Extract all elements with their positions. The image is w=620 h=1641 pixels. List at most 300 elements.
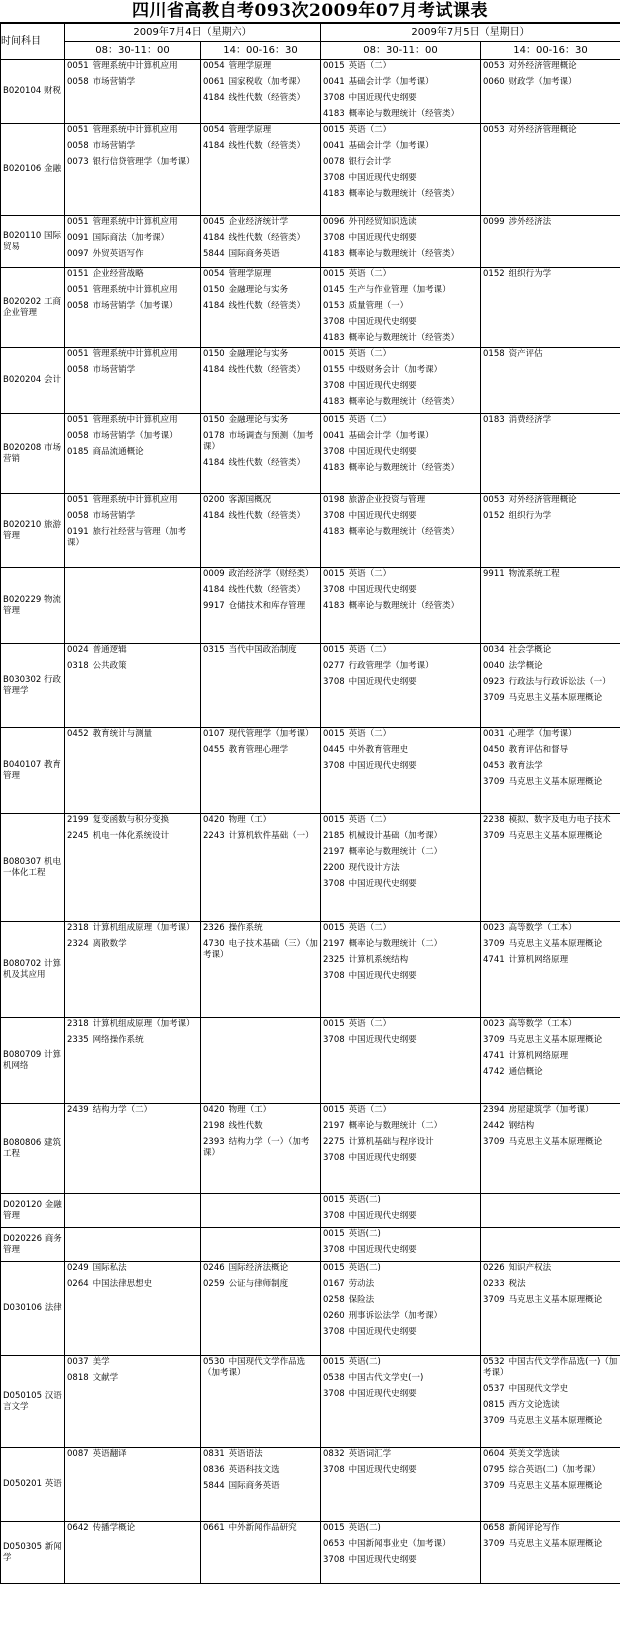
course-code: 0532 bbox=[483, 1357, 505, 1367]
course-name: 物流系统工程 bbox=[508, 569, 560, 579]
course-entry bbox=[67, 77, 198, 88]
major-row bbox=[1, 414, 620, 494]
course-code: 2245 bbox=[67, 831, 89, 841]
course-entry bbox=[203, 645, 318, 656]
time-slot: 08：30-11：00 bbox=[65, 42, 201, 60]
course-entry bbox=[483, 1400, 618, 1411]
course-code: 2335 bbox=[67, 1035, 89, 1045]
course-entry bbox=[203, 141, 318, 152]
major-label: B020204 会计 bbox=[1, 348, 65, 414]
course-entry bbox=[323, 365, 478, 376]
course-entry bbox=[323, 1373, 478, 1384]
course-name: 生产与作业管理（加考课） bbox=[348, 285, 451, 295]
course-name: 英语（二） bbox=[348, 61, 392, 71]
course-code: 0015 bbox=[323, 729, 345, 739]
course-name: 机电一体化系统设计 bbox=[92, 831, 170, 841]
course-entry bbox=[323, 173, 478, 184]
course-entry bbox=[323, 463, 478, 474]
course-entry bbox=[323, 939, 478, 950]
course-code: 0150 bbox=[203, 285, 225, 295]
course-code: 0155 bbox=[323, 365, 345, 375]
course-name: 线性代数（经管类） bbox=[228, 458, 306, 468]
major-row bbox=[1, 1018, 620, 1104]
major-label: B020229 物流管理 bbox=[1, 568, 65, 644]
major-row bbox=[1, 124, 620, 216]
major-row bbox=[1, 728, 620, 814]
course-name: 高等数学（工本） bbox=[508, 1019, 577, 1029]
major-label: D050305 新闻学 bbox=[1, 1522, 65, 1584]
course-code: 0450 bbox=[483, 745, 505, 755]
major-row bbox=[1, 922, 620, 1018]
course-entry bbox=[203, 301, 318, 312]
course-entry bbox=[323, 1137, 478, 1148]
course-name: 新闻评论写作 bbox=[508, 1523, 560, 1533]
major-label: B020210 旅游管理 bbox=[1, 494, 65, 568]
course-code: 3708 bbox=[323, 1327, 345, 1337]
course-entry bbox=[483, 1035, 618, 1046]
course-code: 0178 bbox=[203, 431, 225, 441]
time-slot: 14：00-16：30 bbox=[481, 42, 620, 60]
course-code: 0191 bbox=[67, 527, 89, 537]
course-code: 4742 bbox=[483, 1067, 505, 1077]
course-entry bbox=[203, 511, 318, 522]
course-entry bbox=[67, 729, 198, 740]
course-code: 0658 bbox=[483, 1523, 505, 1533]
course-entry bbox=[203, 939, 318, 961]
course-code: 0150 bbox=[203, 415, 225, 425]
course-code: 3708 bbox=[323, 585, 345, 595]
course-entry bbox=[323, 1539, 478, 1550]
course-name: 物理（工） bbox=[228, 815, 272, 825]
course-code: 9917 bbox=[203, 601, 225, 611]
course-name: 基础会计学（加考课） bbox=[348, 141, 434, 151]
course-code: 4183 bbox=[323, 397, 345, 407]
course-code: 0015 bbox=[323, 1195, 345, 1205]
course-name: 行政法与行政诉讼法（一） bbox=[508, 677, 611, 687]
course-name: 英语（二） bbox=[348, 1105, 392, 1115]
course-entry bbox=[323, 1263, 478, 1274]
exam-slot-cell bbox=[201, 1194, 321, 1228]
course-code: 0198 bbox=[323, 495, 345, 505]
course-code: 4183 bbox=[323, 527, 345, 537]
major-row bbox=[1, 644, 620, 728]
course-code: 0015 bbox=[323, 645, 345, 655]
course-entry bbox=[67, 527, 198, 549]
course-name: 马克思主义基本原理概论 bbox=[508, 1137, 603, 1147]
course-entry bbox=[67, 233, 198, 244]
course-name: 管理系统中计算机应用 bbox=[92, 125, 178, 135]
course-entry bbox=[483, 761, 618, 772]
course-entry bbox=[483, 815, 618, 826]
course-name: 公共政策 bbox=[92, 661, 127, 671]
course-name: 外贸英语写作 bbox=[92, 249, 144, 259]
course-entry bbox=[323, 661, 478, 672]
course-entry bbox=[67, 1523, 198, 1534]
exam-slot-cell bbox=[481, 1228, 620, 1262]
course-name: 对外经济管理概论 bbox=[508, 61, 577, 71]
major-label: D030106 法律 bbox=[1, 1262, 65, 1356]
course-name: 英语(二) bbox=[348, 1195, 381, 1205]
course-code: 0315 bbox=[203, 645, 225, 655]
course-code: 3709 bbox=[483, 1539, 505, 1549]
exam-slot-cell bbox=[321, 1448, 481, 1522]
course-name: 管理学原理 bbox=[228, 269, 272, 279]
course-entry bbox=[323, 847, 478, 858]
course-code: 0031 bbox=[483, 729, 505, 739]
course-name: 计算机网络原理 bbox=[508, 1051, 569, 1061]
exam-slot-cell bbox=[321, 1018, 481, 1104]
course-name: 英语(二) bbox=[348, 1229, 381, 1239]
course-entry bbox=[483, 693, 618, 704]
course-name: 教育法学 bbox=[508, 761, 543, 771]
course-name: 高等数学（工本） bbox=[508, 923, 577, 933]
exam-slot-cell bbox=[321, 1104, 481, 1194]
course-entry bbox=[67, 157, 198, 168]
course-name: 中国近现代史纲要 bbox=[348, 511, 417, 521]
course-entry bbox=[323, 1035, 478, 1046]
course-name: 结构力学（二） bbox=[92, 1105, 153, 1115]
exam-slot-cell bbox=[481, 1448, 620, 1522]
major-label: B020106 金融 bbox=[1, 124, 65, 216]
exam-slot-cell bbox=[321, 494, 481, 568]
exam-slot-cell bbox=[65, 1448, 201, 1522]
course-code: 4183 bbox=[323, 109, 345, 119]
major-row bbox=[1, 216, 620, 268]
course-name: 客源国概况 bbox=[228, 495, 272, 505]
course-entry bbox=[67, 1035, 198, 1046]
course-entry bbox=[323, 1153, 478, 1164]
course-name: 马克思主义基本原理概论 bbox=[508, 939, 603, 949]
course-name: 中国现代文学史 bbox=[508, 1384, 569, 1394]
course-entry bbox=[483, 1539, 618, 1550]
course-name: 消费经济学 bbox=[508, 415, 552, 425]
course-name: 钢结构 bbox=[508, 1121, 535, 1131]
course-code: 0051 bbox=[67, 61, 89, 71]
course-code: 0015 bbox=[323, 1019, 345, 1029]
exam-slot-cell bbox=[481, 1262, 620, 1356]
course-entry bbox=[203, 1481, 318, 1492]
course-entry bbox=[67, 815, 198, 826]
course-code: 2318 bbox=[67, 923, 89, 933]
course-name: 金融理论与实务 bbox=[228, 285, 289, 295]
course-code: 2185 bbox=[323, 831, 345, 841]
course-entry bbox=[323, 431, 478, 442]
course-code: 4184 bbox=[203, 365, 225, 375]
course-name: 线性代数（经管类） bbox=[228, 511, 306, 521]
course-code: 0150 bbox=[203, 349, 225, 359]
exam-slot-cell bbox=[65, 124, 201, 216]
course-code: 4183 bbox=[323, 189, 345, 199]
course-name: 中国近现代史纲要 bbox=[348, 1465, 417, 1475]
course-name: 保险法 bbox=[348, 1295, 375, 1305]
course-name: 英语(二) bbox=[348, 1263, 381, 1273]
course-entry bbox=[203, 269, 318, 280]
course-entry bbox=[483, 1523, 618, 1534]
course-name: 马克思主义基本原理概论 bbox=[508, 831, 603, 841]
course-entry bbox=[483, 1416, 618, 1427]
exam-slot-cell bbox=[481, 1018, 620, 1104]
course-name: 国际经济法概论 bbox=[228, 1263, 289, 1273]
course-entry bbox=[483, 923, 618, 934]
course-entry bbox=[323, 955, 478, 966]
course-entry bbox=[483, 1357, 618, 1379]
exam-slot-cell bbox=[201, 1228, 321, 1262]
course-name: 国际私法 bbox=[92, 1263, 127, 1273]
course-name: 计算机组成原理（加考课） bbox=[92, 923, 195, 933]
date-day1: 2009年7月4日（星期六） bbox=[65, 24, 321, 42]
course-code: 4184 bbox=[203, 301, 225, 311]
course-entry bbox=[323, 269, 478, 280]
exam-slot-cell bbox=[65, 568, 201, 644]
course-name: 线性代数（经管类） bbox=[228, 585, 306, 595]
course-entry bbox=[323, 923, 478, 934]
exam-slot-cell bbox=[201, 1522, 321, 1584]
course-entry bbox=[323, 569, 478, 580]
exam-slot-cell bbox=[201, 814, 321, 922]
course-name: 概率论与数理统计（二） bbox=[348, 847, 443, 857]
exam-slot-cell bbox=[481, 268, 620, 348]
course-code: 0051 bbox=[67, 495, 89, 505]
course-name: 市场营销学 bbox=[92, 77, 136, 87]
course-code: 3708 bbox=[323, 1153, 345, 1163]
exam-slot-cell bbox=[321, 1262, 481, 1356]
course-name: 中国古代文学史(一) bbox=[348, 1373, 424, 1383]
exam-slot-cell bbox=[201, 1262, 321, 1356]
course-name: 教育评估和督导 bbox=[508, 745, 569, 755]
course-name: 线性代数（经管类） bbox=[228, 141, 306, 151]
course-entry bbox=[483, 1279, 618, 1290]
course-code: 0023 bbox=[483, 923, 505, 933]
course-name: 管理学原理 bbox=[228, 125, 272, 135]
course-entry bbox=[483, 1384, 618, 1395]
course-name: 线性代数 bbox=[228, 1121, 263, 1131]
course-entry bbox=[323, 333, 478, 344]
course-name: 银行会计学 bbox=[348, 157, 392, 167]
course-entry bbox=[483, 1067, 618, 1078]
course-code: 0318 bbox=[67, 661, 89, 671]
course-name: 质量管理（一） bbox=[348, 301, 409, 311]
course-code: 3709 bbox=[483, 1035, 505, 1045]
course-entry bbox=[203, 431, 318, 453]
course-name: 中国近现代史纲要 bbox=[348, 585, 417, 595]
course-entry bbox=[203, 495, 318, 506]
course-code: 0009 bbox=[203, 569, 225, 579]
course-entry bbox=[483, 955, 618, 966]
course-name: 计算机基础与程序设计 bbox=[348, 1137, 434, 1147]
course-code: 4184 bbox=[203, 458, 225, 468]
course-name: 中外教育管理史 bbox=[348, 745, 409, 755]
course-code: 0604 bbox=[483, 1449, 505, 1459]
course-entry bbox=[203, 1279, 318, 1290]
course-entry bbox=[323, 1211, 478, 1222]
exam-slot-cell bbox=[65, 494, 201, 568]
course-code: 4184 bbox=[203, 93, 225, 103]
course-code: 0258 bbox=[323, 1295, 345, 1305]
course-entry bbox=[323, 585, 478, 596]
exam-slot-cell bbox=[481, 60, 620, 124]
exam-slot-cell bbox=[321, 60, 481, 124]
course-code: 4741 bbox=[483, 955, 505, 965]
course-code: 4730 bbox=[203, 939, 225, 949]
course-entry bbox=[483, 1019, 618, 1030]
course-name: 教育管理心理学 bbox=[228, 745, 289, 755]
exam-slot-cell bbox=[201, 644, 321, 728]
course-name: 英语科技文选 bbox=[228, 1465, 280, 1475]
course-name: 中国近现代史纲要 bbox=[348, 677, 417, 687]
course-name: 马克思主义基本原理概论 bbox=[508, 1416, 603, 1426]
course-code: 0158 bbox=[483, 349, 505, 359]
course-name: 马克思主义基本原理概论 bbox=[508, 693, 603, 703]
course-entry bbox=[67, 141, 198, 152]
course-name: 中国近现代史纲要 bbox=[348, 1153, 417, 1163]
course-name: 中国新闻事业史（加考课） bbox=[348, 1539, 451, 1549]
course-name: 英语（二） bbox=[348, 815, 392, 825]
course-code: 0041 bbox=[323, 141, 345, 151]
course-entry bbox=[323, 1105, 478, 1116]
course-name: 中国法律思想史 bbox=[92, 1279, 153, 1289]
course-name: 概率论与数理统计（经管类） bbox=[348, 109, 460, 119]
major-label: B020208 市场营销 bbox=[1, 414, 65, 494]
course-name: 英语（二） bbox=[348, 923, 392, 933]
course-code: 0264 bbox=[67, 1279, 89, 1289]
course-name: 马克思主义基本原理概论 bbox=[508, 1035, 603, 1045]
course-code: 0051 bbox=[67, 349, 89, 359]
course-code: 2394 bbox=[483, 1105, 505, 1115]
course-entry bbox=[483, 677, 618, 688]
major-label: D050105 汉语言文学 bbox=[1, 1356, 65, 1448]
course-name: 线性代数（经管类） bbox=[228, 233, 306, 243]
course-entry bbox=[203, 93, 318, 104]
course-name: 英语（二） bbox=[348, 349, 392, 359]
course-code: 3709 bbox=[483, 693, 505, 703]
course-entry bbox=[483, 269, 618, 280]
course-name: 旅行社经营与管理（加考课） bbox=[67, 527, 187, 548]
exam-slot-cell bbox=[321, 922, 481, 1018]
course-entry bbox=[203, 415, 318, 426]
exam-slot-cell bbox=[481, 494, 620, 568]
course-code: 0453 bbox=[483, 761, 505, 771]
course-entry bbox=[67, 349, 198, 360]
exam-slot-cell bbox=[201, 568, 321, 644]
course-name: 英语（二） bbox=[348, 645, 392, 655]
course-code: 4184 bbox=[203, 585, 225, 595]
course-code: 4183 bbox=[323, 463, 345, 473]
course-code: 0167 bbox=[323, 1279, 345, 1289]
course-entry bbox=[483, 645, 618, 656]
course-code: 0053 bbox=[483, 125, 505, 135]
exam-slot-cell bbox=[65, 414, 201, 494]
course-name: 马克思主义基本原理概论 bbox=[508, 1539, 603, 1549]
course-name: 基础会计学（加考课） bbox=[348, 431, 434, 441]
course-name: 资产评估 bbox=[508, 349, 543, 359]
course-code: 0041 bbox=[323, 431, 345, 441]
course-name: 组织行为学 bbox=[508, 269, 552, 279]
course-code: 2243 bbox=[203, 831, 225, 841]
course-code: 3708 bbox=[323, 447, 345, 457]
course-entry bbox=[483, 1137, 618, 1148]
course-code: 2199 bbox=[67, 815, 89, 825]
course-code: 0058 bbox=[67, 511, 89, 521]
course-entry bbox=[203, 458, 318, 469]
course-name: 普通逻辑 bbox=[92, 645, 127, 655]
course-code: 0058 bbox=[67, 301, 89, 311]
course-code: 0034 bbox=[483, 645, 505, 655]
course-entry bbox=[323, 397, 478, 408]
course-code: 0226 bbox=[483, 1263, 505, 1273]
major-row bbox=[1, 494, 620, 568]
course-entry bbox=[67, 285, 198, 296]
course-entry bbox=[323, 1327, 478, 1338]
major-label: D020120 金融管理 bbox=[1, 1194, 65, 1228]
major-row bbox=[1, 1262, 620, 1356]
exam-slot-cell bbox=[481, 216, 620, 268]
exam-slot-cell bbox=[201, 1448, 321, 1522]
course-code: 0015 bbox=[323, 815, 345, 825]
course-code: 3708 bbox=[323, 173, 345, 183]
exam-slot-cell bbox=[65, 1104, 201, 1194]
course-name: 房屋建筑学（加考课） bbox=[508, 1105, 594, 1115]
corner-label: 时间科目 bbox=[1, 24, 65, 60]
exam-slot-cell bbox=[321, 1522, 481, 1584]
course-entry bbox=[203, 77, 318, 88]
course-code: 0661 bbox=[203, 1523, 225, 1533]
course-name: 管理学原理 bbox=[228, 61, 272, 71]
course-code: 0058 bbox=[67, 141, 89, 151]
course-name: 中国古代文学作品选(一)（加考课） bbox=[483, 1357, 618, 1378]
course-name: 概率论与数理统计（经管类） bbox=[348, 333, 460, 343]
course-entry bbox=[203, 1137, 318, 1159]
course-name: 综合英语(二)（加考课） bbox=[508, 1465, 601, 1475]
course-entry bbox=[323, 317, 478, 328]
course-name: 国际商务英语 bbox=[228, 249, 280, 259]
course-name: 线性代数（经管类） bbox=[228, 93, 306, 103]
course-code: 0200 bbox=[203, 495, 225, 505]
course-code: 0153 bbox=[323, 301, 345, 311]
course-name: 西方文论选读 bbox=[508, 1400, 560, 1410]
course-code: 3709 bbox=[483, 1416, 505, 1426]
course-code: 0015 bbox=[323, 1357, 345, 1367]
course-code: 0051 bbox=[67, 217, 89, 227]
course-entry bbox=[323, 645, 478, 656]
course-name: 国际商务英语 bbox=[228, 1481, 280, 1491]
course-code: 0015 bbox=[323, 1105, 345, 1115]
course-entry bbox=[323, 125, 478, 136]
course-entry bbox=[323, 1465, 478, 1476]
course-entry bbox=[67, 269, 198, 280]
course-code: 0259 bbox=[203, 1279, 225, 1289]
course-code: 0795 bbox=[483, 1465, 505, 1475]
course-name: 现代设计方法 bbox=[348, 863, 400, 873]
course-code: 3708 bbox=[323, 1389, 345, 1399]
course-name: 企业经济统计学 bbox=[228, 217, 289, 227]
course-name: 操作系统 bbox=[228, 923, 263, 933]
course-code: 0420 bbox=[203, 1105, 225, 1115]
course-name: 市场营销学 bbox=[92, 365, 136, 375]
major-row bbox=[1, 568, 620, 644]
course-code: 0015 bbox=[323, 923, 345, 933]
course-name: 网络操作系统 bbox=[92, 1035, 144, 1045]
course-entry bbox=[483, 1051, 618, 1062]
course-name: 国际商法（加考课） bbox=[92, 233, 170, 243]
exam-slot-cell bbox=[321, 414, 481, 494]
course-name: 中国近现代史纲要 bbox=[348, 233, 417, 243]
course-code: 0832 bbox=[323, 1449, 345, 1459]
major-label: D050201 英语 bbox=[1, 1448, 65, 1522]
course-entry bbox=[323, 249, 478, 260]
course-entry bbox=[483, 495, 618, 506]
course-name: 中国近现代史纲要 bbox=[348, 1245, 417, 1255]
page-title: 四川省高教自考093次2009年07月考试课表 bbox=[0, 0, 620, 23]
